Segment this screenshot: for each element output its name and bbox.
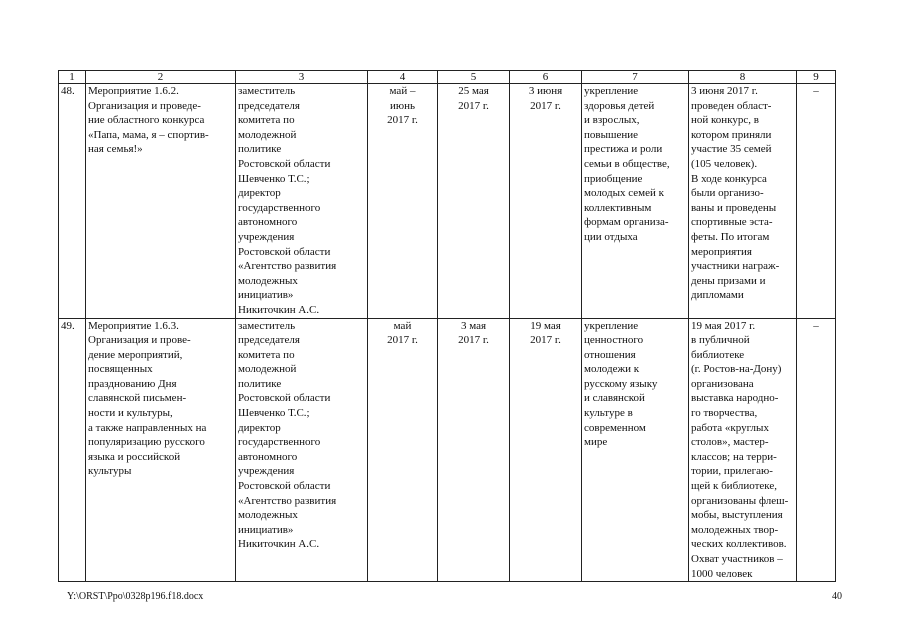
end-date-cell: 19 мая 2017 г.	[510, 318, 582, 582]
planned-date-cell: май – июнь 2017 г.	[368, 84, 438, 319]
column-header: 5	[438, 71, 510, 84]
actual-result-cell: 19 мая 2017 г. в публичной библиотеке (г. Ростов-на-Дону) организована выставка народно- го творчества, работа «круглых столов», мастер- классов; на терри- тории, прилегаю- щей к библиотеке, организованы флеш- мобы, выступления молодежных твор- ческих коллективов. Охват участников – 1000 человек	[689, 318, 797, 582]
column-header: 1	[59, 71, 86, 84]
file-path: Y:\ORST\Ppo\0328p196.f18.docx	[67, 591, 204, 602]
start-date-cell: 3 мая 2017 г.	[438, 318, 510, 582]
row-number: 49.	[59, 318, 86, 582]
expected-result-cell: укрепление ценностного отношения молодежи к русскому языку и славянской культуре в современном мире	[582, 318, 689, 582]
end-date-cell: 3 июня 2017 г.	[510, 84, 582, 319]
note-cell: –	[797, 318, 836, 582]
planned-date-cell: май 2017 г.	[368, 318, 438, 582]
event-cell: Мероприятие 1.6.2. Организация и проведе- ние областного конкурса «Папа, мама, я – спортив- ная семья!»	[86, 84, 236, 319]
column-number-row	[59, 71, 836, 84]
note-cell: –	[797, 84, 836, 319]
column-header: 7	[582, 71, 689, 84]
responsible-cell: заместитель председателя комитета по молодежной политике Ростовской области Шевченко Т.С.; директор государственного автономного учреждения Ростовской области «Агентство развития молодежных инициатив» Никиточкин А.С.	[236, 318, 368, 582]
row-number: 48.	[59, 84, 86, 319]
column-header: 9	[797, 71, 836, 84]
event-cell: Мероприятие 1.6.3. Организация и прове- дение мероприятий, посвященных празднованию Дня славянской письмен- ности и культуры, а также направленных на популяризацию русского языка и российской культуры	[86, 318, 236, 582]
report-table	[58, 70, 836, 582]
page-number: 40	[832, 591, 842, 602]
column-header: 4	[368, 71, 438, 84]
actual-result-cell: 3 июня 2017 г. проведен област- ной конкурс, в котором приняли участие 35 семей (105 человек). В ходе конкурса были организо- ваны и проведены спортивные эста- феты. По итогам мероприятия участники награж- дены призами и дипломами	[689, 84, 797, 319]
column-header: 6	[510, 71, 582, 84]
expected-result-cell: укрепление здоровья детей и взрослых, повышение престижа и роли семьи в обществе, приобщение молодых семей к коллективным формам организа- ции отдыха	[582, 84, 689, 319]
start-date-cell: 25 мая 2017 г.	[438, 84, 510, 319]
table-row	[59, 84, 836, 319]
column-header: 3	[236, 71, 368, 84]
column-header: 8	[689, 71, 797, 84]
table-row	[59, 318, 836, 582]
responsible-cell: заместитель председателя комитета по молодежной политике Ростовской области Шевченко Т.С.; директор государственного автономного учреждения Ростовской области «Агентство развития молодежных инициатив» Никиточкин А.С.	[236, 84, 368, 319]
column-header: 2	[86, 71, 236, 84]
